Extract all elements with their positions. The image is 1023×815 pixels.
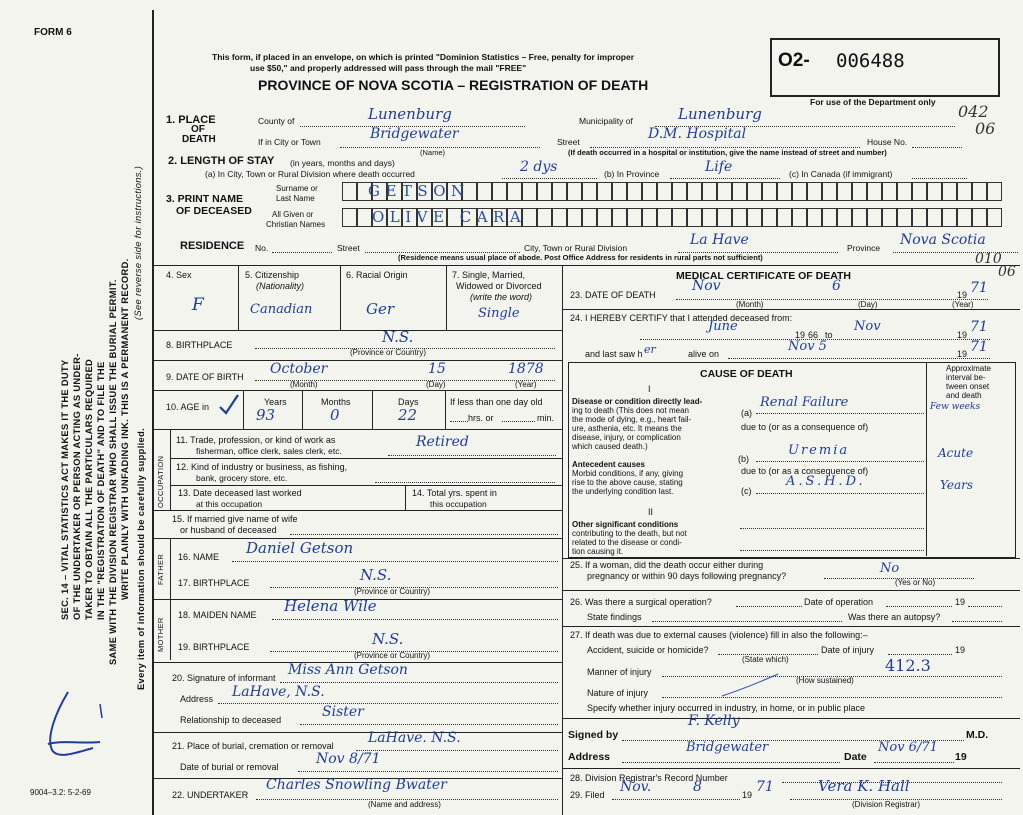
injury-date-label: Date of injury <box>821 645 875 655</box>
manner-label: Manner of injury <box>587 667 652 677</box>
marital-label-3: (write the word) <box>470 292 533 302</box>
citizenship-value[interactable]: Canadian <box>250 302 313 317</box>
accident-label: Accident, suicide or homicide? <box>587 645 709 655</box>
department-code-2: 06 <box>975 119 996 138</box>
residence-label: RESIDENCE <box>180 240 245 252</box>
occupation-side-label: OCCUPATION <box>156 455 165 508</box>
side-note-every-item: Every item of information should be carefully supplied. <box>136 427 146 690</box>
birthplace-label: 8. BIRTHPLACE <box>166 340 233 350</box>
interval-label-4: and death <box>946 391 982 400</box>
surname-value[interactable]: GETSON <box>368 182 470 200</box>
department-code-4: 06 <box>998 264 1016 280</box>
filed-year[interactable]: 71 <box>756 779 774 795</box>
relationship-value[interactable]: Sister <box>322 704 364 720</box>
mother-birthplace-caption: (Province or Country) <box>354 651 431 660</box>
left-frame-line <box>152 10 154 815</box>
alive-on-year[interactable]: 71 <box>970 339 988 355</box>
residence-note: (Residence means usual place of abode. Post Office Address for residents in rural parts not sufficient) <box>398 253 763 262</box>
racial-origin-label: 6. Racial Origin <box>346 270 408 280</box>
pregnancy-value[interactable]: No <box>880 561 900 576</box>
birthplace-value[interactable]: N.S. <box>382 328 414 346</box>
father-name-value[interactable]: Daniel Getson <box>246 539 354 557</box>
city-label: If in City or Town <box>258 137 321 147</box>
father-side-label: FATHER <box>156 553 165 585</box>
attended-to-year[interactable]: 71 <box>970 319 988 335</box>
disease-label-2: ing to death (This does not mean <box>572 406 689 415</box>
part-two-label: II <box>648 507 654 517</box>
county-label: County of <box>258 116 295 126</box>
length-of-stay-label: 2. LENGTH OF STAY <box>168 155 275 167</box>
cause-c-interval[interactable]: Years <box>940 478 974 492</box>
informant-signature-label: 20. Signature of informant <box>172 673 276 683</box>
county-value[interactable]: Lunenburg <box>368 105 452 123</box>
operation-year-prefix: 19 <box>955 597 966 607</box>
signature-date-label: Date <box>844 751 867 763</box>
side-note-line-1: SEC. 14 – VITAL STATISTICS ACT MAKES IT THE DUTY <box>60 359 70 620</box>
pregnancy-label-1: 25. If a woman, did the death occur either during <box>570 560 764 570</box>
date-of-death-day[interactable]: 6 <box>832 278 841 294</box>
age-days-value[interactable]: 22 <box>398 406 418 424</box>
division-registrar-signature[interactable]: Vera K. Hall <box>818 777 910 795</box>
cause-c-label: (c) <box>741 486 752 496</box>
marital-label-1: 7. Single, Married, <box>452 270 526 280</box>
postal-notice-line-1: This form, if placed in an envelope, on which is printed "Dominion Statistics – Free, penalty for improper <box>212 52 635 62</box>
dob-year[interactable]: 1878 <box>508 361 544 377</box>
given-names-value[interactable]: OLIVE CARA <box>372 208 527 226</box>
age-years-label: Years <box>264 397 287 407</box>
print-name-label-1: 3. PRINT NAME <box>166 193 244 205</box>
given-label-2: Christian Names <box>266 220 326 229</box>
side-note-line-5: SAME WITH THE DIVISION REGISTRAR WHO SHALL ISSUE THE BURIAL PERMIT. <box>108 279 118 665</box>
external-causes-label: 27. If death was due to external causes (violence) fill in also the following:– <box>570 630 868 640</box>
less-than-day-label: If less than one day old <box>450 397 543 407</box>
side-note-line-6: WRITE PLAINLY WITH UNFADING INK. THIS IS A PERMANENT RECORD. <box>120 258 130 600</box>
citizenship-label: 5. Citizenship <box>245 270 300 280</box>
attended-from-year-prefix: 19 <box>795 330 806 340</box>
given-label-1: All Given or <box>272 210 314 219</box>
age-years-checkmark <box>218 393 240 420</box>
hrs-label: hrs. or <box>468 413 494 423</box>
residence-city-label: City, Town or Rural Division <box>524 243 628 253</box>
signed-by-value[interactable]: F. Kelly <box>688 713 740 729</box>
mother-birthplace-value[interactable]: N.S. <box>372 630 404 648</box>
mother-maiden-label: 18. MAIDEN NAME <box>178 610 257 620</box>
undertaker-caption: (Name and address) <box>368 800 441 809</box>
informant-address-label: Address <box>180 694 214 704</box>
min-label: min. <box>537 413 555 423</box>
last-worked-label-2: at this occupation <box>196 499 263 509</box>
sex-label: 4. Sex <box>166 270 192 280</box>
cause-a-value[interactable]: Renal Failure <box>760 395 849 410</box>
interval-label-2: interval be- <box>946 373 986 382</box>
place-label: PLACE <box>178 114 216 126</box>
operation-date-label: Date of operation <box>804 597 874 607</box>
date-of-death-month[interactable]: Nov <box>692 278 721 294</box>
father-birthplace-value[interactable]: N.S. <box>360 566 392 584</box>
spouse-label-2: or husband of deceased <box>180 525 277 535</box>
certify-label: 24. I HEREBY CERTIFY that I attended deceased from: <box>570 313 793 323</box>
dob-year-caption: (Year) <box>515 380 537 389</box>
antecedent-label-4: the underlying condition last. <box>572 487 674 496</box>
alive-on-label: alive on <box>688 349 720 359</box>
interval-label-3: tween onset <box>946 382 990 391</box>
registration-number: 006488 <box>836 50 905 72</box>
stay-division-value[interactable]: 2 dys <box>520 159 558 175</box>
signature-year-prefix: 19 <box>955 751 967 763</box>
item-number: 1. <box>166 114 176 126</box>
dob-month-caption: (Month) <box>290 380 318 389</box>
date-of-death-month-caption: (Month) <box>736 300 764 309</box>
disease-label-5: disease, injury, or complication <box>572 433 681 442</box>
print-name-label-2: OF DECEASED <box>176 205 252 217</box>
antecedent-label-1: Antecedent causes <box>572 460 645 469</box>
undertaker-label: 22. UNDERTAKER <box>172 790 249 800</box>
marital-label-2: Widowed or Divorced <box>456 281 542 291</box>
age-years-value[interactable]: 93 <box>256 406 276 424</box>
injury-year-prefix: 19 <box>955 645 966 655</box>
cause-a-label: (a) <box>741 408 752 418</box>
form-number: FORM 6 <box>34 27 72 38</box>
relationship-label: Relationship to deceased <box>180 715 282 725</box>
burial-place-value[interactable]: LaHave. N.S. <box>368 730 461 746</box>
stay-province-value[interactable]: Life <box>705 159 733 175</box>
section-divider <box>152 265 1020 266</box>
attended-to-year-prefix: 19 <box>957 330 968 340</box>
industry-label-2: bank, grocery store, etc. <box>196 473 288 483</box>
street-value[interactable]: D.M. Hospital <box>648 126 747 142</box>
specify-label: Specify whether injury occurred in industry, in home, or in public place <box>587 703 865 713</box>
marital-value[interactable]: Single <box>478 306 520 321</box>
name-caption: (Name) <box>420 148 446 157</box>
side-note-line-4: IN THE "REGISTRATION OF DEATH" AND TO FILE THE <box>96 361 106 620</box>
alive-on-value[interactable]: Nov 5 <box>788 339 827 354</box>
date-of-death-label: 23. DATE OF DEATH <box>570 290 656 300</box>
city-value[interactable]: Bridgewater <box>370 126 459 142</box>
dob-day-caption: (Day) <box>426 380 446 389</box>
filed-day[interactable]: 8 <box>693 779 702 795</box>
birthplace-caption: (Province or Country) <box>350 348 427 357</box>
sex-value[interactable]: F <box>192 295 204 315</box>
doctor-address-value[interactable]: Bridgewater <box>686 740 769 755</box>
dob-label: 9. DATE OF BIRTH <box>166 372 244 382</box>
signed-by-label: Signed by <box>568 729 619 741</box>
division-registrar-caption: (Division Registrar) <box>852 800 921 809</box>
cause-b-label: (b) <box>738 454 749 464</box>
date-of-death-year-caption: (Year) <box>952 300 974 309</box>
department-use-label: For use of the Department only <box>810 97 936 107</box>
alive-on-year-prefix: 19 <box>957 349 968 359</box>
disease-label-6: which caused death.) <box>572 442 648 451</box>
trade-label-2: fisherman, office clerk, sales clerk, etc. <box>196 446 342 456</box>
registration-prefix: O2- <box>778 50 810 71</box>
pregnancy-label-2: pregnancy or within 90 days following pregnancy? <box>587 571 787 581</box>
cause-b-value[interactable]: Uremia <box>788 443 850 458</box>
other-conditions-label-1: Other significant conditions <box>572 520 679 529</box>
disease-label-1: Disease or condition directly lead- <box>572 397 703 406</box>
antecedent-label-2: Morbid conditions, if any, giving <box>572 469 684 478</box>
spouse-label-1: 15. If married give name of wife <box>172 514 298 524</box>
residence-city-value[interactable]: La Have <box>690 232 749 248</box>
pregnancy-caption: (Yes or No) <box>895 578 936 587</box>
filed-year-prefix: 19 <box>742 790 753 800</box>
informant-address-value[interactable]: LaHave, N.S. <box>232 684 325 700</box>
filed-label: 29. Filed <box>570 790 605 800</box>
state-which-caption: (State which) <box>742 655 789 664</box>
racial-origin-value[interactable]: Ger <box>366 300 395 318</box>
dob-month[interactable]: October <box>270 361 328 377</box>
trade-value[interactable]: Retired <box>416 434 469 450</box>
cause-of-death-title: CAUSE OF DEATH <box>700 368 793 380</box>
mother-maiden-value[interactable]: Helena Wile <box>284 597 377 615</box>
interval-label-1: Approximate <box>946 364 991 373</box>
industry-label-1: 12. Kind of industry or business, as fishing, <box>176 462 348 472</box>
residence-no-label: No. <box>255 243 269 253</box>
last-saw-label: and last saw h <box>585 349 643 359</box>
date-of-death-day-caption: (Day) <box>858 300 878 309</box>
registrar-record-label: 28. Division Registrar's Record Number <box>570 773 728 783</box>
registration-number-box <box>770 38 1000 97</box>
attended-from-month[interactable]: June <box>708 319 738 334</box>
medical-certificate-title: MEDICAL CERTIFICATE OF DEATH <box>676 270 851 282</box>
last-saw-mark[interactable]: er <box>644 343 656 356</box>
length-of-stay-suffix: (in years, months and days) <box>290 158 395 168</box>
municipality-label: Municipality of <box>579 116 633 126</box>
nature-label: Nature of injury <box>587 688 649 698</box>
age-label: 10. AGE in <box>166 402 210 412</box>
residence-province-value[interactable]: Nova Scotia <box>900 232 986 248</box>
postal-notice-line-2: use $50," and properly addressed will pass through the mail "FREE" <box>250 63 527 73</box>
column-divider <box>562 266 563 815</box>
stay-canada-label: (c) In Canada (if immigrant) <box>789 169 893 179</box>
hospital-note: (If death occurred in a hospital or institution, give the name instead of street and number) <box>568 148 887 157</box>
father-birthplace-caption: (Province or Country) <box>354 587 431 596</box>
pen-stroke <box>720 672 780 703</box>
residence-street-label: Street <box>337 243 360 253</box>
due-to-label-a: due to (or as a consequence of) <box>741 422 869 432</box>
street-label: Street <box>557 137 580 147</box>
date-of-death-year[interactable]: 71 <box>970 280 988 296</box>
antecedent-label-3: rise to the above cause, stating <box>572 478 683 487</box>
citizenship-sub: (Nationality) <box>256 281 305 291</box>
cause-c-value[interactable]: A.S.H.D. <box>786 474 866 489</box>
age-months-label: Months <box>321 397 351 407</box>
operation-label: 26. Was there a surgical operation? <box>570 597 712 607</box>
burial-date-value[interactable]: Nov 8/71 <box>316 751 381 767</box>
doctor-address-label: Address <box>568 751 611 763</box>
age-months-value[interactable]: 0 <box>330 406 340 424</box>
father-name-label: 16. NAME <box>178 552 220 562</box>
margin-initial-mark <box>38 682 118 772</box>
findings-label: State findings <box>587 612 642 622</box>
attended-to-label: to <box>825 330 833 340</box>
total-years-label-2: this occupation <box>430 499 487 509</box>
stay-division-label: (a) In City, Town or Rural Division where death occurred <box>205 169 415 179</box>
department-code-1: 042 <box>958 102 989 121</box>
other-conditions-label-4: tion causing it. <box>572 547 624 556</box>
death-label: DEATH <box>182 134 216 145</box>
form-title: PROVINCE OF NOVA SCOTIA – REGISTRATION OF DEATH <box>258 77 649 93</box>
of-label: OF <box>191 124 205 135</box>
disease-label-3: the mode of dying, e.g., heart fail- <box>572 415 692 424</box>
age-days-label: Days <box>398 397 419 407</box>
surname-label-1: Surname or <box>276 184 318 193</box>
cause-a-interval[interactable]: Few weeks <box>930 402 981 412</box>
autopsy-label: Was there an autopsy? <box>848 612 941 622</box>
municipality-value[interactable]: Lunenburg <box>678 105 762 123</box>
due-to-label-b: due to (or as a consequence of) <box>741 466 869 476</box>
father-birthplace-label: 17. BIRTHPLACE <box>178 578 250 588</box>
date-of-death-year-prefix: 19 <box>957 290 968 300</box>
side-note-line-3: TAKER TO OBTAIN ALL THE PARTICULARS REQUIRED <box>84 358 94 620</box>
attended-to-month[interactable]: Nov <box>854 319 881 334</box>
total-years-label-1: 14. Total yrs. spent in <box>412 488 497 498</box>
md-label: M.D. <box>966 729 989 741</box>
house-no-label: House No. <box>867 137 908 147</box>
dob-day[interactable]: 15 <box>428 361 446 377</box>
signature-date-value[interactable]: Nov 6/71 <box>878 740 938 755</box>
burial-date-label: Date of burial or removal <box>180 762 279 772</box>
disease-label-4: ure, asthenia, etc. It means the <box>572 424 682 433</box>
informant-signature-value[interactable]: Miss Ann Getson <box>288 662 408 678</box>
attended-from-year[interactable]: 66 <box>808 330 819 340</box>
residence-province-label: Province <box>847 243 881 253</box>
other-conditions-label-2: contributing to the death, but not <box>572 529 687 538</box>
side-note-line-2: OF THE UNDERTAKER OR PERSON ACTING AS UNDER- <box>72 353 82 620</box>
trade-label-1: 11. Trade, profession, or kind of work as <box>176 435 336 445</box>
mother-birthplace-label: 19. BIRTHPLACE <box>178 642 250 652</box>
surname-label-2: Last Name <box>276 194 315 203</box>
filed-month[interactable]: Nov. <box>620 779 652 795</box>
side-note-instructions: (See reverse side for instructions.) <box>133 165 143 320</box>
department-code-3: 010 <box>975 251 1002 267</box>
stay-province-label: (b) In Province <box>604 169 660 179</box>
mother-side-label: MOTHER <box>156 617 165 652</box>
print-code: 9004–3.2: 5-2-69 <box>30 788 91 797</box>
how-sustained-caption: (How sustained) <box>796 676 854 685</box>
cause-b-interval[interactable]: Acute <box>938 446 974 460</box>
undertaker-value[interactable]: Charles Snowling Bwater <box>266 777 447 793</box>
classification-code[interactable]: 412.3 <box>885 656 931 675</box>
part-one-label: I <box>648 384 651 394</box>
burial-place-label: 21. Place of burial, cremation or removal <box>172 741 334 751</box>
other-conditions-label-3: related to the disease or condi- <box>572 538 682 547</box>
last-worked-label-1: 13. Date deceased last worked <box>178 488 302 498</box>
